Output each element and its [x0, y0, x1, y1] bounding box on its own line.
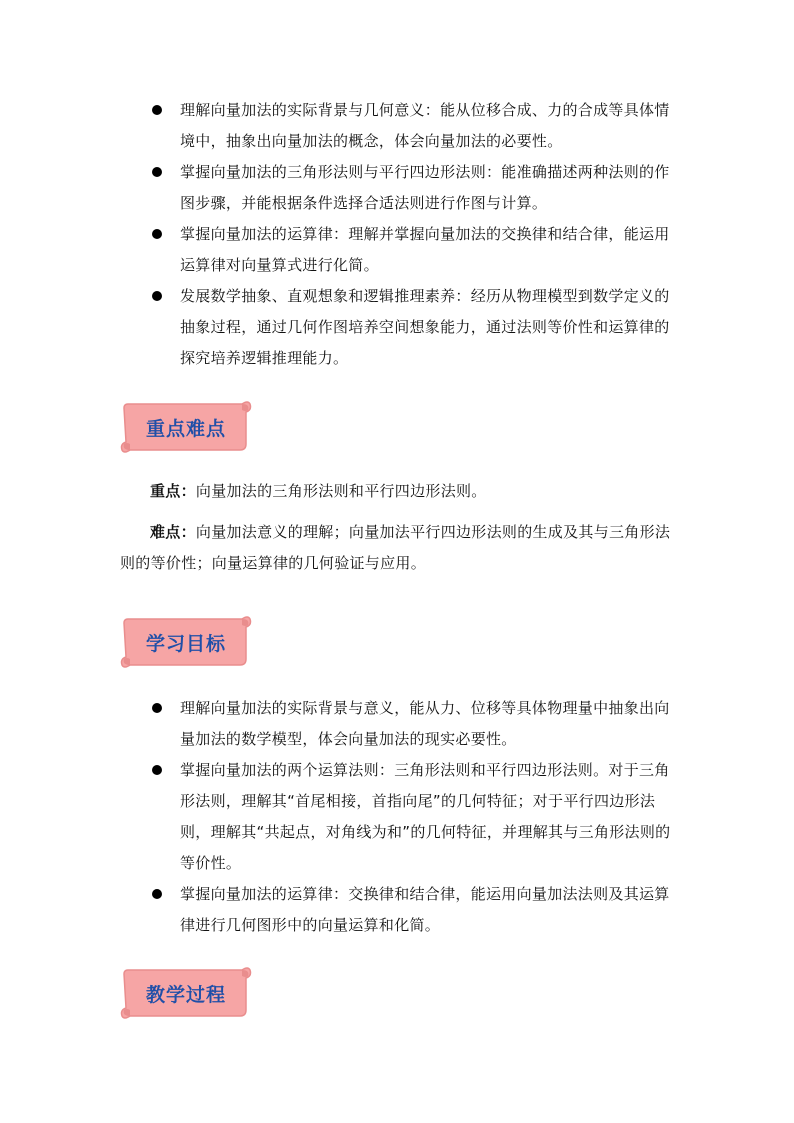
bullet-icon	[152, 291, 162, 301]
section-banner-learning-goals	[118, 613, 252, 671]
list-item	[150, 755, 680, 879]
list-item	[150, 219, 680, 281]
section-title: 学习目标	[145, 632, 226, 655]
list-item-text: 发展数学抽象、直观想象和逻辑推理素养：经历从物理模型到数学定义的抽象过程，通过几何作图培养空间想象能力，通过法则等价性和运算律的探究培养逻辑推理能力。	[180, 287, 670, 367]
list-item-text: 掌握向量加法的运算律：交换律和结合律，能运用向量加法法则及其运算律进行几何图形中的向量运算和化简。	[180, 885, 670, 934]
difficulty-label: 难点：	[150, 523, 196, 541]
bullet-icon	[152, 167, 162, 177]
list-item	[150, 693, 680, 755]
list-item-text: 理解向量加法的实际背景与意义，能从力、位移等具体物理量中抽象出向量加法的数学模型，体会向量加法的现实必要性。	[180, 699, 670, 748]
list-item	[150, 281, 680, 374]
list-item	[150, 95, 680, 157]
section-banner-teaching-process	[118, 964, 252, 1022]
bullet-icon	[152, 889, 162, 899]
list-item	[150, 157, 680, 219]
intro-bullet-list	[150, 95, 680, 374]
list-item	[150, 879, 680, 941]
key-point-paragraph	[120, 476, 680, 507]
section-title: 重点难点	[145, 417, 226, 440]
section-title: 教学过程	[145, 983, 226, 1006]
bullet-icon	[152, 229, 162, 239]
section-banner-key-points	[118, 398, 252, 456]
goals-bullet-list	[150, 693, 680, 941]
list-item-text: 理解向量加法的实际背景与几何意义：能从位移合成、力的合成等具体情境中，抽象出向量加法的概念，体会向量加法的必要性。	[180, 101, 670, 150]
bullet-icon	[152, 765, 162, 775]
bullet-icon	[152, 105, 162, 115]
key-point-label: 重点：	[150, 482, 196, 500]
key-point-text: 向量加法的三角形法则和平行四边形法则。	[195, 482, 487, 500]
list-item-text: 掌握向量加法的运算律：理解并掌握向量加法的交换律和结合律，能运用运算律对向量算式进行化简。	[180, 225, 670, 274]
difficulty-text: 向量加法意义的理解；向量加法平行四边形法则的生成及其与三角形法则的等价性；向量运算律的几何验证与应用。	[120, 523, 671, 572]
difficulty-paragraph	[120, 517, 680, 579]
list-item-text: 掌握向量加法的两个运算法则：三角形法则和平行四边形法则。对于三角形法则，理解其“首尾相接，首指向尾”的几何特征；对于平行四边形法则，理解其“共起点，对角线为和”的几何特征，并理解其与三角形法则的等价性。	[180, 761, 671, 872]
list-item-text: 掌握向量加法的三角形法则与平行四边形法则：能准确描述两种法则的作图步骤，并能根据条件选择合适法则进行作图与计算。	[180, 163, 670, 212]
bullet-icon	[152, 703, 162, 713]
